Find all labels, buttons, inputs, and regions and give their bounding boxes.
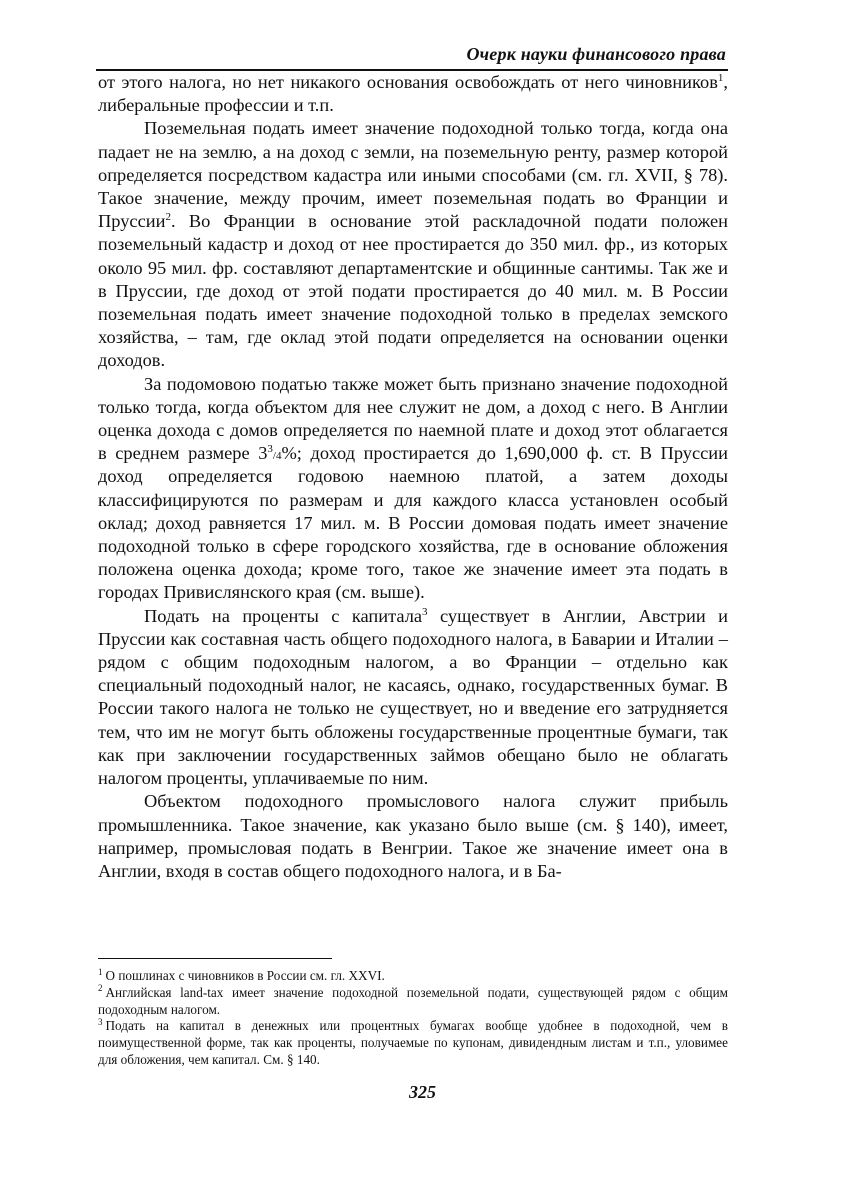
footnote-ref-3: 3 bbox=[422, 605, 428, 618]
footnote-ref-2: 2 bbox=[165, 211, 171, 224]
paragraph-2 bbox=[98, 117, 728, 372]
paragraph-4-text-b: существует в Англии, Австрии и Пруссии как составная часть общего подоходного налога, в Баварии и Италии – рядом с общим подоходным налогом, а во Франции – отдельно как специальный подоходный налог, не касаясь, однако, государственных бумаг. В России такого налога не только не существует, но и введение его затрудняется тем, что им не могут быть обложены государственные процентные бумаги, так как при заключении государственных займов обещано было не облагать налогом проценты, уплачиваемые по ним. bbox=[98, 605, 728, 789]
paragraph-2-text-a: Поземельная подать имеет значение подоходной только тогда, когда она падает не на землю, а на доход с земли, на поземельную ренту, размер которой определяется посредством кадастра или иными способами (см. гл. XVII, § 78). Такое значение, между прочим, имеет поземельная подать во Франции и Пруссии bbox=[98, 118, 728, 232]
footnote-3-text: Подать на капитал в денежных или процентных бумагах вообще удобнее в подоходной, чем в поимущественной форме, так как проценты, получаемые по купонам, дивидендным листам и т.п., уловимее для обложения, чем капитал. См. § 140. bbox=[98, 1018, 728, 1067]
footnote-ref-1: 1 bbox=[717, 71, 724, 84]
footnotes bbox=[98, 968, 728, 1069]
fraction-numerator: 3 bbox=[267, 443, 273, 456]
footnote-rule bbox=[98, 958, 332, 959]
footnote-1-text: О пошлинах с чиновников в России см. гл. XXVI. bbox=[105, 968, 385, 983]
running-header-title: Очерк науки финансового права bbox=[466, 44, 726, 64]
footnote-2-mark: 2 bbox=[98, 983, 103, 994]
paragraph-1 bbox=[98, 71, 728, 117]
paragraph-3-text-b: %; доход простирается до 1,690,000 ф. ст. В Пруссии доход определяется годовою наемною платой, а затем доходы классифицируются по размерам и для каждого класса установлен особый оклад; доход равняется 17 мил. м. В России домовая подать имеет значение подоходной только в сфере городского хозяйства, где в основание обложения положена оценка дохода; кроме того, такое же значение имеет эта подать в городах Привислянского края (см. выше). bbox=[98, 443, 728, 603]
paragraph-4 bbox=[98, 605, 728, 791]
paragraph-1-tail: , либеральные профессии и т.п. bbox=[98, 72, 728, 116]
paragraph-3 bbox=[98, 373, 728, 605]
fraction-denominator: /4 bbox=[272, 450, 282, 463]
footnote-1 bbox=[98, 968, 728, 985]
footnote-2-text: Английская land-tax имеет значение подоходной поземельной подати, существующей рядом с общим подоходным налогом. bbox=[98, 984, 728, 1017]
footnote-2 bbox=[98, 985, 728, 1019]
paragraph-3-text-a: За подомовою податью также может быть признано значение подоходной только тогда, когда объектом для нее служит не дом, а доход с него. В Англии оценка дохода с домов определяется по наемной плате и доход этот облагается в среднем размере 3 bbox=[98, 373, 728, 464]
paragraph-4-text-a: Подать на проценты с капитала bbox=[144, 605, 423, 626]
footnote-1-mark: 1 bbox=[98, 966, 103, 977]
paragraph-1-text: от этого налога, но нет никакого основания освобождать от него чиновников bbox=[98, 72, 718, 92]
paragraph-2-text-b: . Во Франции в основание этой раскладочной подати положен поземельный кадастр и доход от нее простирается до 350 мил. фр., из которых около 95 мил. фр. составляют департаментские и общинные сантимы. Так же и в Пруссии, где доход от этой подати простирается до 40 мил. м. В России поземельная подать имеет значение подоходной только в пределах земского хозяйства, – там, где оклад этой подати определяется на основании оценки доходов. bbox=[98, 211, 728, 371]
page-number: 325 bbox=[409, 1082, 436, 1102]
paragraph-5 bbox=[98, 790, 728, 883]
footnote-3-mark: 3 bbox=[98, 1017, 103, 1027]
paragraph-5-text: Объектом подоходного промыслового налога служит прибыль промышленника. Такое значение, как указано было выше (см. § 140), имеет, например, промысловая подать в Венгрии. Такое же значение имеет она в Англии, входя в состав общего подоходного налога, и в Ба- bbox=[98, 791, 728, 881]
footnote-3 bbox=[98, 1018, 728, 1068]
body-text bbox=[98, 71, 728, 883]
